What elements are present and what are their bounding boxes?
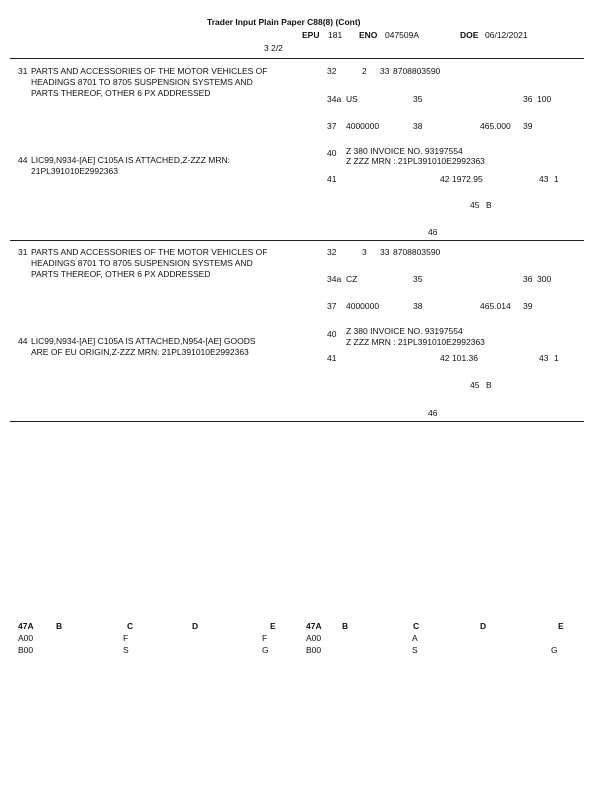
box-38-label: 38 xyxy=(413,301,423,311)
box-43-label: 43 xyxy=(539,174,549,184)
origin-country: US xyxy=(346,94,358,104)
box-40-label: 40 xyxy=(327,148,337,158)
doe-value: 06/12/2021 xyxy=(485,30,528,40)
item-number: 3 xyxy=(362,247,367,257)
box-43-label: 43 xyxy=(539,353,549,363)
item-price: 1972.95 xyxy=(452,174,483,184)
box-38-label: 38 xyxy=(413,121,423,131)
procedure-code: 4000000 xyxy=(346,301,380,311)
doe-label: DOE xyxy=(460,30,479,40)
box-36-label: 36 xyxy=(523,274,533,284)
epu-value: 181 xyxy=(328,30,343,40)
box-39-label: 39 xyxy=(523,301,533,311)
previous-document-line: Z ZZZ MRN : 21PL391010E2992363 xyxy=(346,156,485,166)
table-header-cell: 47A xyxy=(18,621,34,631)
box-31-label: 31 xyxy=(18,66,28,76)
box-37-label: 37 xyxy=(327,121,337,131)
table-cell: G xyxy=(262,645,269,655)
table-cell: B00 xyxy=(306,645,322,655)
table-header-cell: C xyxy=(127,621,134,631)
box-37-label: 37 xyxy=(327,301,337,311)
box-44-label: 44 xyxy=(18,336,28,346)
divider xyxy=(10,421,584,422)
goods-description-line: PARTS AND ACCESSORIES OF THE MOTOR VEHICLES OF xyxy=(31,247,268,257)
goods-description-line: PARTS THEREOF, OTHER 6 PX ADDRESSED xyxy=(31,269,211,279)
divider xyxy=(10,240,584,241)
box-35-label: 35 xyxy=(413,94,423,104)
preference: 100 xyxy=(537,94,552,104)
table-header-cell: E xyxy=(270,621,276,631)
table-header-cell: B xyxy=(56,621,63,631)
commodity-code: 8708803590 xyxy=(393,247,441,257)
commodity-code: 8708803590 xyxy=(393,66,441,76)
additional-info-line: ARE OF EU ORIGIN,Z-ZZZ MRN: 21PL391010E2992363 xyxy=(31,347,249,357)
goods-description-line: PARTS THEREOF, OTHER 6 PX ADDRESSED xyxy=(31,88,211,98)
table-header-cell: B xyxy=(342,621,349,631)
epu-label: EPU xyxy=(302,30,320,40)
box-46-label: 46 xyxy=(428,227,438,237)
page-title: Trader Input Plain Paper C88(8) (Cont) xyxy=(207,17,361,27)
divider xyxy=(10,58,584,59)
item-number: 2 xyxy=(362,66,367,76)
eno-label: ENO xyxy=(359,30,378,40)
table-cell: G xyxy=(551,645,558,655)
box-46-label: 46 xyxy=(428,408,438,418)
box-32-label: 32 xyxy=(327,247,337,257)
valuation-method: 1 xyxy=(554,174,559,184)
box-42-label: 42 xyxy=(440,353,450,363)
additional-info-line: LIC99,N934-[AE] C105A IS ATTACHED,N954-[AE] GOODS xyxy=(31,336,256,346)
valuation-method: 1 xyxy=(554,353,559,363)
adjustment: B xyxy=(486,200,492,210)
net-mass: 465.000 xyxy=(480,121,511,131)
box-39-label: 39 xyxy=(523,121,533,131)
box-35-label: 35 xyxy=(413,274,423,284)
previous-document-line: Z 380 INVOICE NO. 93197554 xyxy=(346,326,463,336)
origin-country: CZ xyxy=(346,274,358,284)
goods-description-line: PARTS AND ACCESSORIES OF THE MOTOR VEHICLES OF xyxy=(31,66,268,76)
box-36-label: 36 xyxy=(523,94,533,104)
table-header-cell: D xyxy=(192,621,199,631)
table-cell: S xyxy=(123,645,129,655)
table-cell: A xyxy=(412,633,418,643)
table-cell: F xyxy=(262,633,268,643)
goods-description-line: HEADINGS 8701 TO 8705 SUSPENSION SYSTEMS AND xyxy=(31,77,253,87)
additional-info-line: LIC99,N934-[AE] C105A IS ATTACHED,Z-ZZZ MRN: xyxy=(31,155,231,165)
preference: 300 xyxy=(537,274,552,284)
box-32-label: 32 xyxy=(327,66,337,76)
table-header-cell: 47A xyxy=(306,621,322,631)
box-45-label: 45 xyxy=(470,380,480,390)
goods-description-line: HEADINGS 8701 TO 8705 SUSPENSION SYSTEMS AND xyxy=(31,258,253,268)
table-cell: S xyxy=(412,645,418,655)
box-40-label: 40 xyxy=(327,329,337,339)
additional-info-line: 21PL391010E2992363 xyxy=(31,166,118,176)
box-41-label: 41 xyxy=(327,174,337,184)
table-cell: B00 xyxy=(18,645,34,655)
box-33-label: 33 xyxy=(380,66,390,76)
table-cell: F xyxy=(123,633,129,643)
table-cell: A00 xyxy=(18,633,34,643)
previous-document-line: Z ZZZ MRN : 21PL391010E2992363 xyxy=(346,337,485,347)
box-44-label: 44 xyxy=(18,155,28,165)
box-34a-label: 34a xyxy=(327,274,342,284)
box-41-label: 41 xyxy=(327,353,337,363)
box-31-label: 31 xyxy=(18,247,28,257)
net-mass: 465.014 xyxy=(480,301,511,311)
table-header-cell: C xyxy=(413,621,420,631)
adjustment: B xyxy=(486,380,492,390)
eno-value: 047509A xyxy=(385,30,420,40)
previous-document-line: Z 380 INVOICE NO. 93197554 xyxy=(346,146,463,156)
box-42-label: 42 xyxy=(440,174,450,184)
item-price: 101.36 xyxy=(452,353,478,363)
box-45-label: 45 xyxy=(470,200,480,210)
table-header-cell: D xyxy=(480,621,487,631)
page-number: 3 2/2 xyxy=(264,43,283,53)
procedure-code: 4000000 xyxy=(346,121,380,131)
box-33-label: 33 xyxy=(380,247,390,257)
box-34a-label: 34a xyxy=(327,94,342,104)
table-cell: A00 xyxy=(306,633,322,643)
table-header-cell: E xyxy=(558,621,564,631)
